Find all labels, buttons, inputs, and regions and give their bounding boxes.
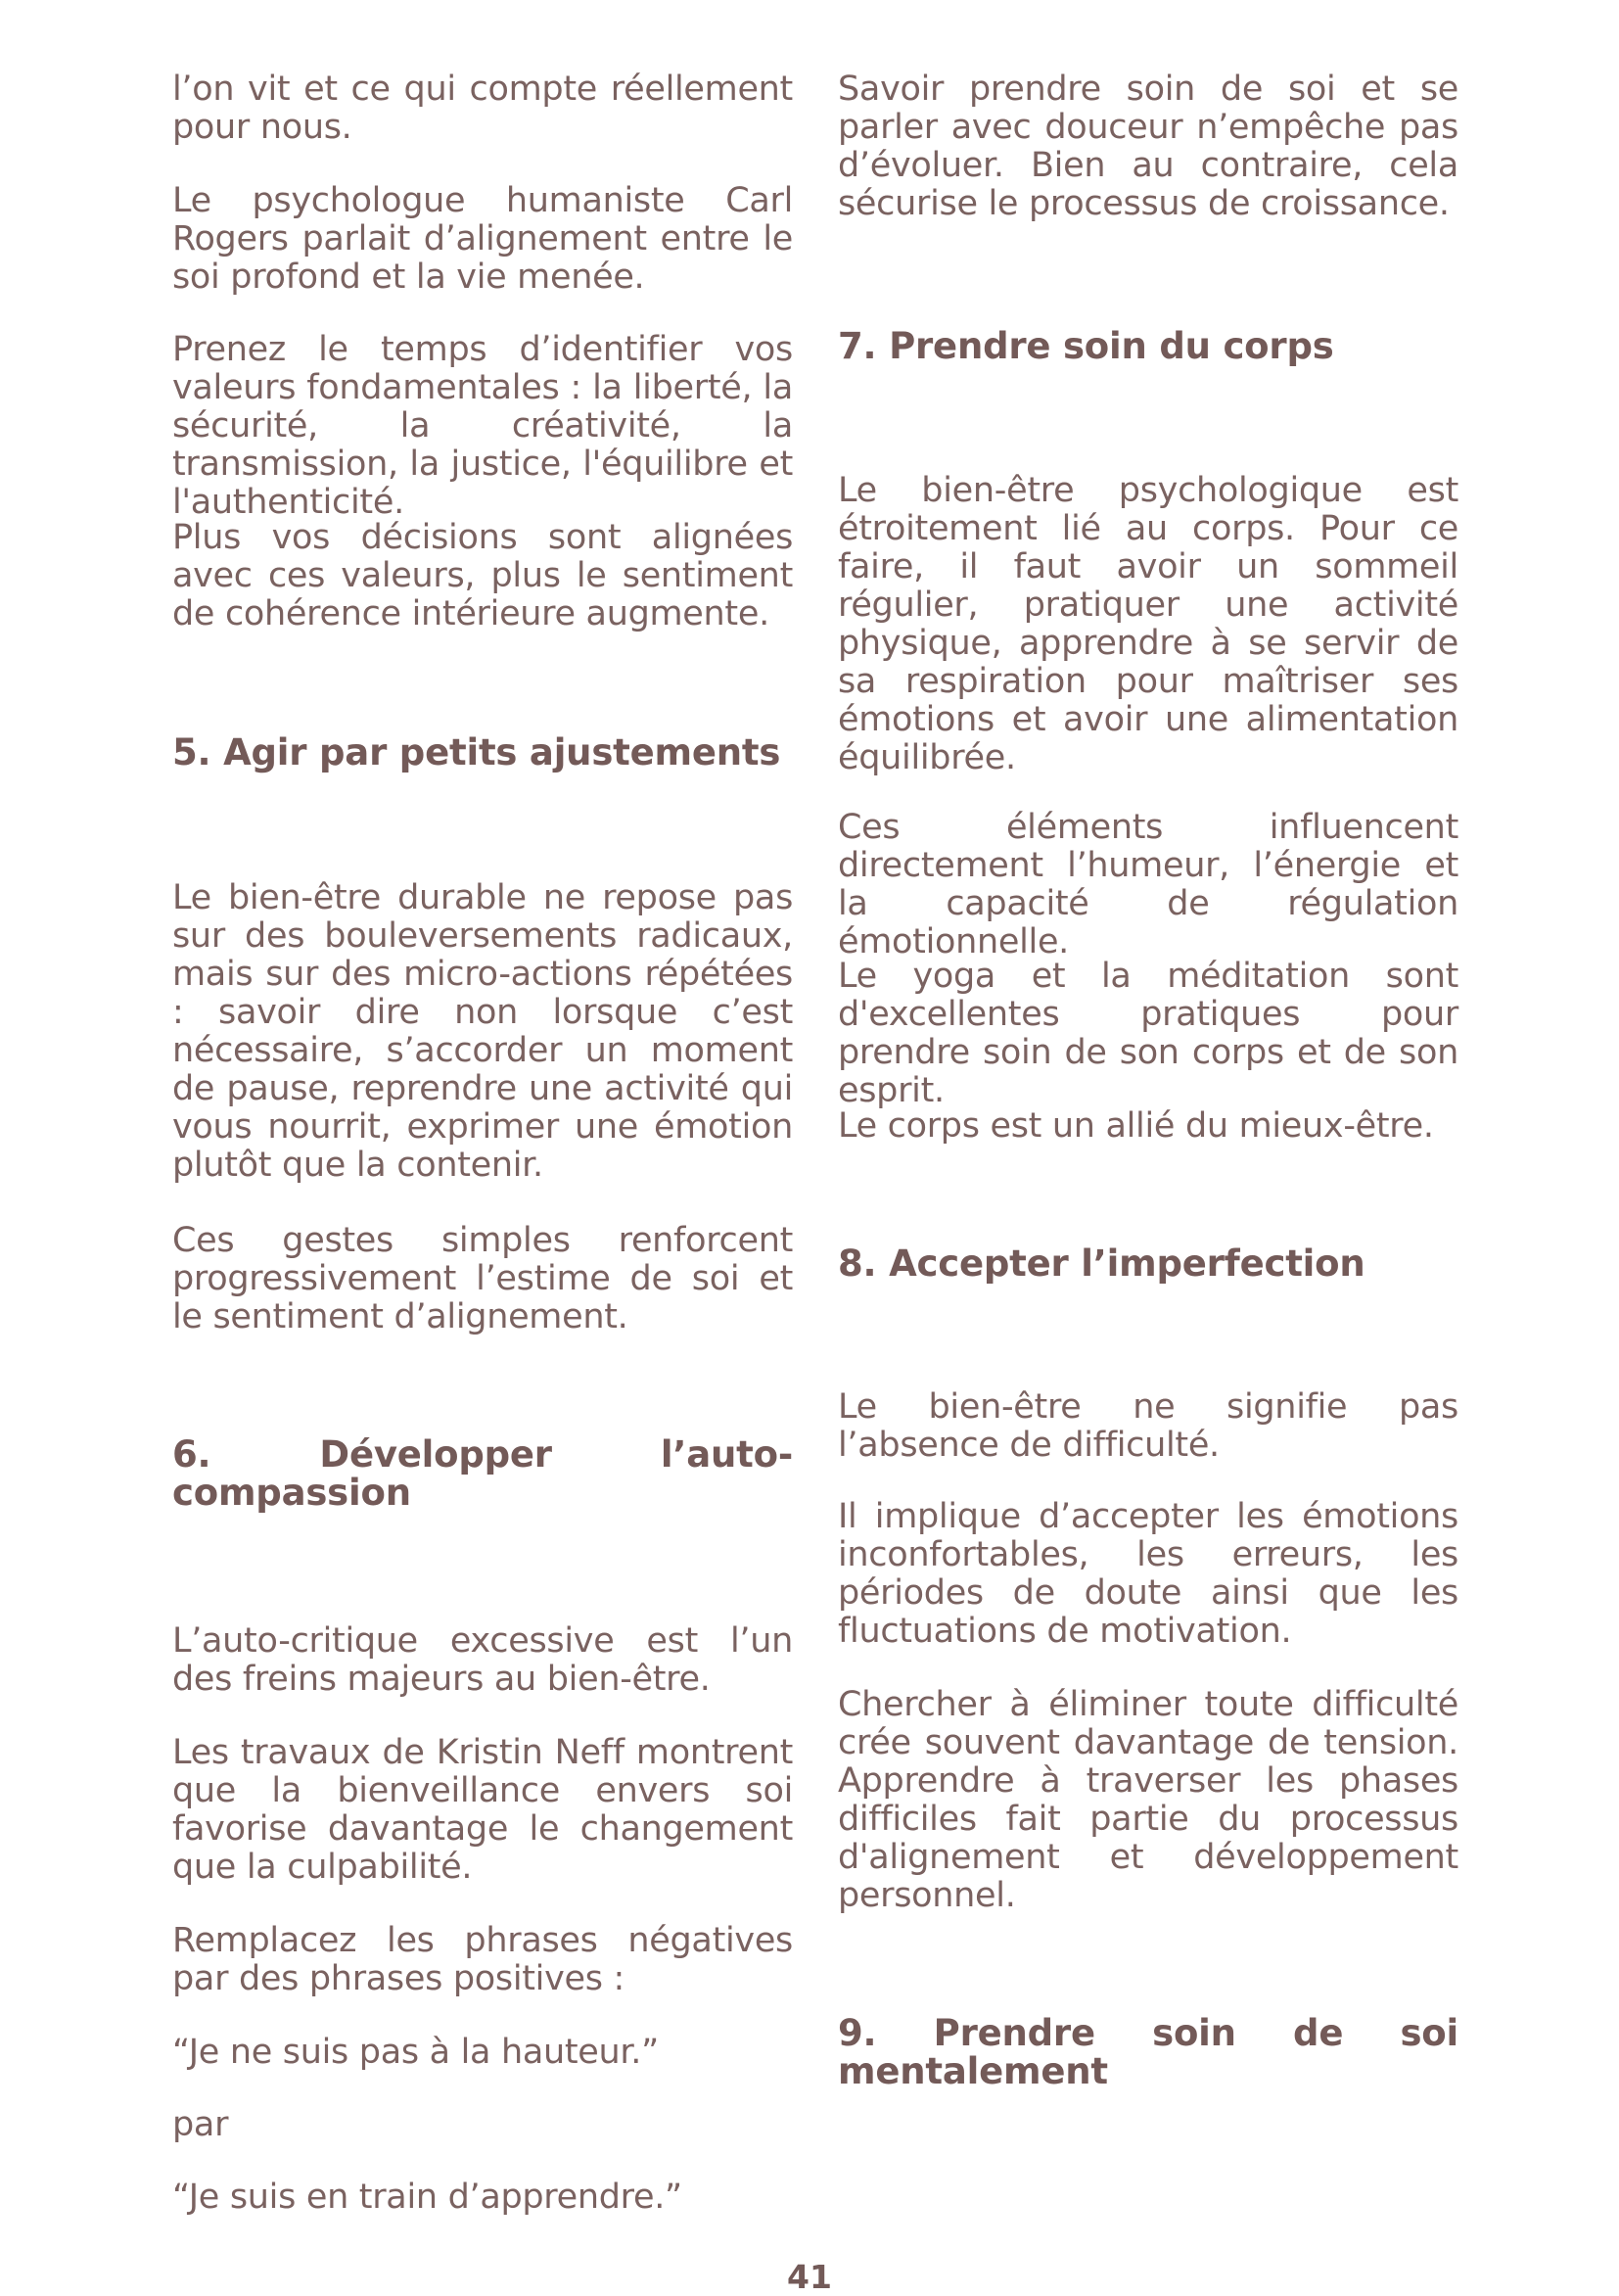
- paragraph-replace-phrases: Remplacez les phrases négatives par des phrases positives :: [172, 1921, 793, 1998]
- section-heading-6: 6. Développer l’auto-compassion: [172, 1433, 793, 1514]
- paragraph-simple-gestures: Ces gestes simples renforcent progressivement l’estime de soi et le sentiment d’alignement.: [172, 1221, 793, 1336]
- paragraph-carl-rogers: Le psychologue humaniste Carl Rogers parlait d’alignement entre le soi profond et la vie menée.: [172, 181, 793, 297]
- section-heading-9: 9. Prendre soin de soi mentalement: [838, 2012, 1458, 2092]
- paragraph-body-ally: Le corps est un allié du mieux-être.: [838, 1106, 1434, 1146]
- paragraph-aligned-decisions: Plus vos décisions sont alignées avec ces valeurs, plus le sentiment de cohérence intérieure augmente.: [172, 518, 793, 633]
- section-heading-8: 8. Accepter l’imperfection: [838, 1242, 1365, 1285]
- paragraph-fundamental-values: Prenez le temps d’identifier vos valeurs fondamentales : la liberté, la sécurité, la créativité, la transmission, la justice, l'équilibre et l'authenticité.: [172, 330, 793, 522]
- section-heading-5: 5. Agir par petits ajustements: [172, 731, 781, 773]
- paragraph-accept-emotions: Il implique d’accepter les émotions inconfortables, les erreurs, les périodes de doute ainsi que les fluctuations de motivation.: [838, 1497, 1458, 1651]
- paragraph-body-wellbeing: Le bien-être psychologique est étroitement lié au corps. Pour ce faire, il faut avoir un sommeil régulier, pratiquer une activité physique, apprendre à se servir de sa respiration pour maîtriser ses émotions et avoir une alimentation équilibrée.: [838, 471, 1458, 777]
- paragraph-kristin-neff: Les travaux de Kristin Neff montrent que la bienveillance envers soi favorise davantage le changement que la culpabilité.: [172, 1733, 793, 1887]
- paragraph-yoga-meditation: Le yoga et la méditation sont d'excellentes pratiques pour prendre soin de son corps et de son esprit.: [838, 957, 1458, 1110]
- paragraph-values-intro: l’on vit et ce qui compte réellement pour nous.: [172, 70, 793, 147]
- page-number: 41: [787, 2258, 832, 2296]
- paragraph-no-absence-of-difficulty: Le bien-être ne signifie pas l’absence de difficulté.: [838, 1387, 1458, 1465]
- section-heading-7: 7. Prendre soin du corps: [838, 325, 1334, 367]
- paragraph-micro-actions: Le bien-être durable ne repose pas sur des bouleversements radicaux, mais sur des micro-actions répétées : savoir dire non lorsque c’est nécessaire, s’accorder un moment de pause, reprendre une activité qui vous nourrit, exprimer une émotion plutôt que la contenir.: [172, 878, 793, 1185]
- quote-negative-phrase: “Je ne suis pas à la hauteur.”: [172, 2033, 659, 2072]
- paragraph-elements-influence: Ces éléments influencent directement l’humeur, l’énergie et la capacité de régulation émotionnelle.: [838, 808, 1458, 961]
- paragraph-eliminate-difficulty: Chercher à éliminer toute difficulté crée souvent davantage de tension. Apprendre à traverser les phases difficiles fait partie du processus d'alignement et développement personnel.: [838, 1685, 1458, 1915]
- paragraph-par: par: [172, 2105, 229, 2144]
- paragraph-self-criticism: L’auto-critique excessive est l’un des freins majeurs au bien-être.: [172, 1621, 793, 1699]
- quote-positive-phrase: “Je suis en train d’apprendre.”: [172, 2178, 682, 2217]
- paragraph-self-kindness: Savoir prendre soin de soi et se parler avec douceur n’empêche pas d’évoluer. Bien au contraire, cela sécurise le processus de croissance.: [838, 70, 1458, 223]
